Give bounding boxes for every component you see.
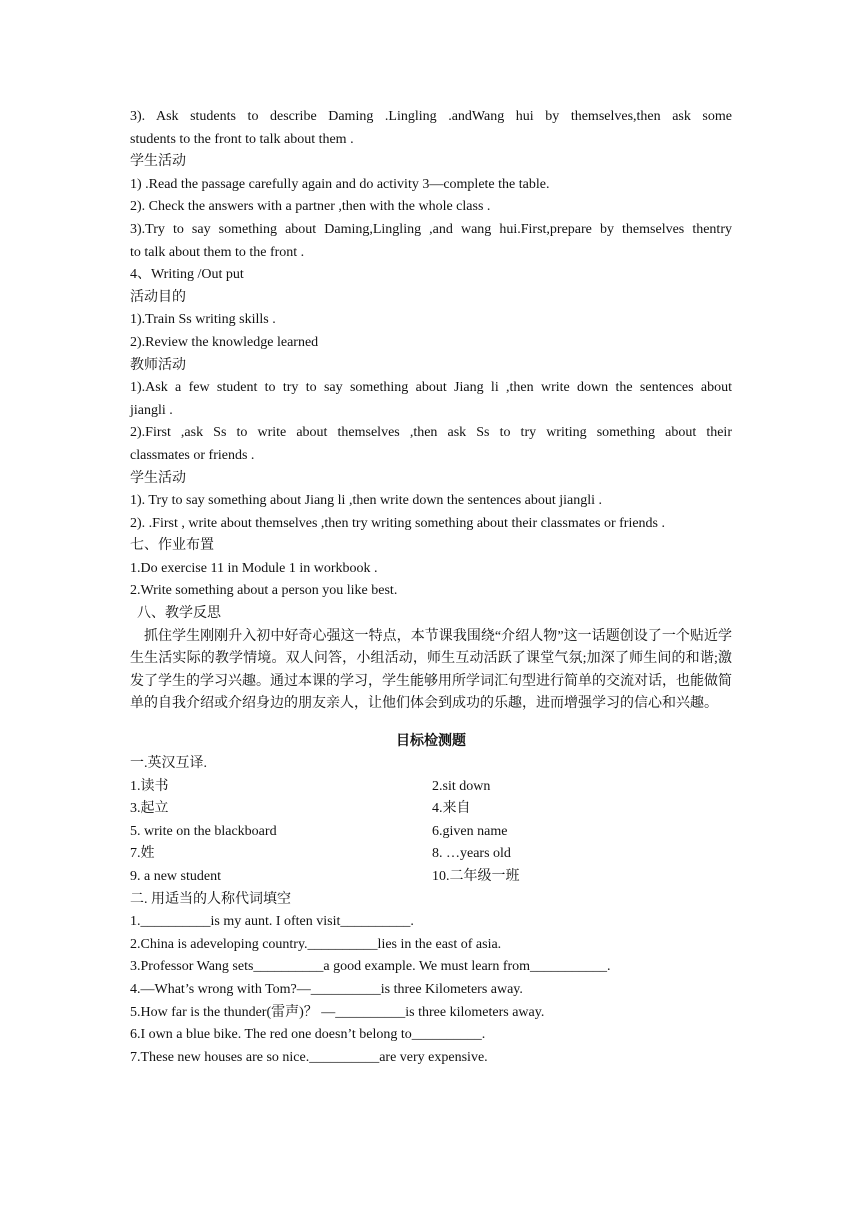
- list-item: [130, 866, 732, 889]
- section2-title: 二. 用适当的人称代词填空: [130, 891, 291, 907]
- fill-item: 7.These new houses are so nice.__________are very expensive.: [130, 1049, 488, 1065]
- fill-item: 3.Professor Wang sets__________a good example. We must learn from___________.: [130, 959, 611, 975]
- section1-title: 一.英汉互译.: [130, 756, 207, 772]
- heading-student-activity: 学生活动: [130, 470, 186, 486]
- text-line: 1.Do exercise 11 in Module 1 in workbook .: [130, 560, 378, 576]
- section-heading-writing: 4、Writing /Out put: [130, 267, 244, 283]
- text-line: 1). Try to say something about Jiang li ,then write down the sentences about jiangli .: [130, 493, 603, 509]
- document-page: [130, 106, 732, 1069]
- translation-item: 1.读书: [130, 778, 169, 794]
- text-line: 2).Review the knowledge learned: [130, 334, 319, 350]
- text-line: 2). .First , write about themselves ,then try writing something about their classmates or friends .: [130, 515, 666, 531]
- text-line: 2). Check the answers with a partner ,then with the whole class .: [130, 199, 491, 215]
- text-line: 2).First ,ask Ss to write about themselves ,then ask Ss to try writing something about their: [130, 425, 732, 441]
- text-line: 1).Train Ss writing skills .: [130, 312, 276, 328]
- text-line: students to the front to talk about them .: [130, 131, 354, 147]
- fill-item: 5.How far is the thunder(雷声)？ —__________is three kilometers away.: [130, 1004, 545, 1020]
- translation-item: 6.given name: [432, 823, 508, 839]
- text-line: 2.Write something about a person you like best.: [130, 583, 398, 599]
- heading-activity-purpose: 活动目的: [130, 289, 186, 305]
- translation-item: 3.起立: [130, 801, 169, 817]
- translation-list: [130, 776, 732, 889]
- list-item: [130, 821, 732, 844]
- fill-item: 1.__________is my aunt. I often visit__________.: [130, 914, 414, 930]
- text-line: jiangli .: [130, 402, 173, 418]
- heading-student-activity: 学生活动: [130, 154, 186, 170]
- fill-item: 6.I own a blue bike. The red one doesn’t belong to__________.: [130, 1027, 486, 1043]
- fill-item: 4.—What’s wrong with Tom?—__________is three Kilometers away.: [130, 981, 523, 997]
- translation-item: 9. a new student: [130, 869, 221, 884]
- list-item: [130, 843, 732, 866]
- section-heading-homework: 七、作业布置: [130, 538, 214, 554]
- translation-item: 5. write on the blackboard: [130, 823, 277, 839]
- list-item: [130, 776, 732, 799]
- text-line: 3).Try to say something about Daming,Lingling ,and wang hui.First,prepare by themselves thentry: [130, 221, 732, 237]
- translation-item: 10.二年级一班: [432, 869, 520, 884]
- text-line: 3). Ask students to describe Daming .Lingling .andWang hui by themselves,then ask some: [130, 109, 732, 124]
- translation-item: 4.来自: [432, 801, 471, 817]
- heading-teacher-activity: 教师活动: [130, 357, 186, 373]
- reflection-paragraph: 抓住学生刚刚升入初中好奇心强这一特点，本节课我围绕“介绍人物”这一话题创设了一个贴近学生生活实际的教学情境。双人问答，小组活动，师生互动活跃了课堂气氛;加深了师生间的和谐;激发了学生的学习兴趣。通过本课的学习，学生能够用所学词汇句型进行简单的交流对话，也能做简单的自我介绍或介绍身边的朋友亲人，让他们体会到成功的乐趣，进而增强学习的信心和兴趣。: [130, 628, 732, 712]
- text-line: 1) .Read the passage carefully again and do activity 3—complete the table.: [130, 176, 550, 192]
- translation-item: 7.姓: [130, 846, 155, 862]
- list-item: [130, 798, 732, 821]
- translation-item: 2.sit down: [432, 778, 491, 794]
- section-heading-reflection: 八、教学反思: [137, 606, 221, 622]
- translation-item: 8. …years old: [432, 846, 511, 862]
- text-line: to talk about them to the front .: [130, 244, 305, 260]
- text-line: classmates or friends .: [130, 447, 255, 463]
- fill-blank-list: [130, 911, 732, 1069]
- text-line: 1).Ask a few student to try to say something about Jiang li ,then write down the sentences about: [130, 380, 732, 396]
- test-title: 目标检测题: [396, 734, 466, 750]
- fill-item: 2.China is adeveloping country.__________lies in the east of asia.: [130, 936, 502, 952]
